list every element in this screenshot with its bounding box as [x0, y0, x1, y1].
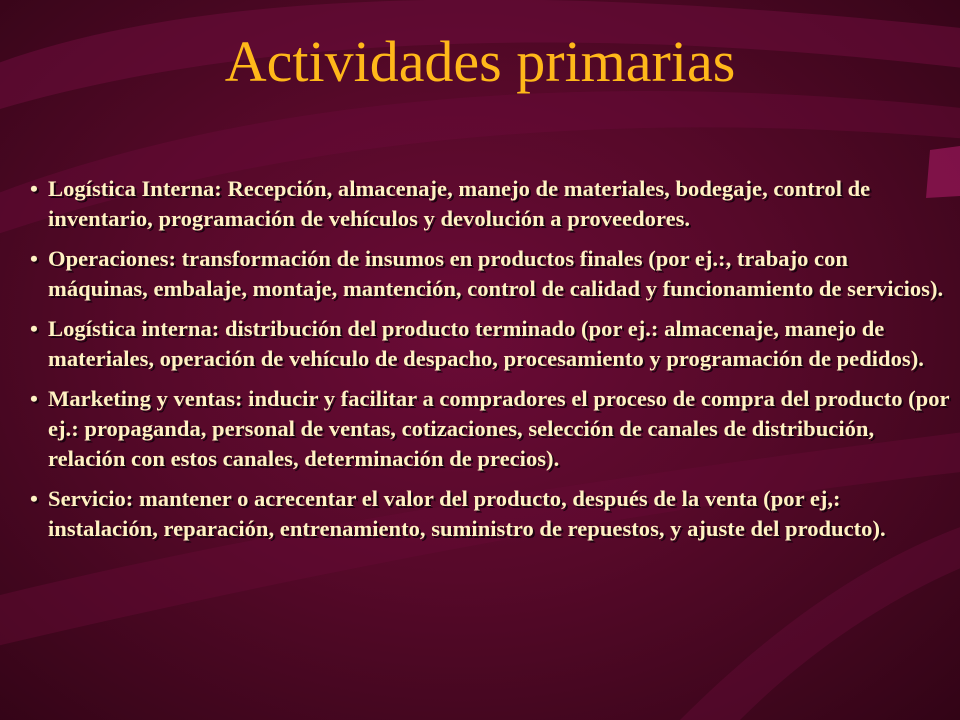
bullet-list — [30, 174, 952, 554]
bullet-text: Logística Interna: Recepción, almacenaje, manejo de materiales, bodegaje, control de inventario, programación de vehículos y devolución a proveedores. — [48, 176, 871, 231]
bullet-item-operaciones — [30, 244, 952, 304]
bullet-icon: • — [30, 486, 38, 511]
bullet-text: Logística interna: distribución del producto terminado (por ej.: almacenaje, manejo de materiales, operación de vehículo de despacho, procesamiento y programación de pedidos). — [48, 316, 924, 371]
bullet-item-marketing-ventas — [30, 384, 952, 474]
bullet-icon: • — [30, 176, 38, 201]
bullet-icon: • — [30, 246, 38, 271]
bullet-item-servicio — [30, 484, 952, 544]
bullet-icon: • — [30, 386, 38, 411]
bullet-text: Marketing y ventas: inducir y facilitar a compradores el proceso de compra del producto (por ej.: propaganda, personal de ventas, cotizaciones, selección de canales de distribución, relación con estos canales, determinación de precios). — [48, 386, 950, 471]
bullet-icon: • — [30, 316, 38, 341]
bullet-text: Operaciones: transformación de insumos en productos finales (por ej.:, trabajo con máquinas, embalaje, montaje, mantención, control de calidad y funcionamiento de servicios). — [48, 246, 944, 301]
bullet-item-logistica-externa — [30, 314, 952, 374]
bullet-item-logistica-interna — [30, 174, 952, 234]
slide-title: Actividades primarias — [224, 29, 736, 94]
bullet-text: Servicio: mantener o acrecentar el valor del producto, después de la venta (por ej,: instalación, reparación, entrenamiento, suministro de repuestos, y ajuste del producto). — [48, 486, 886, 541]
